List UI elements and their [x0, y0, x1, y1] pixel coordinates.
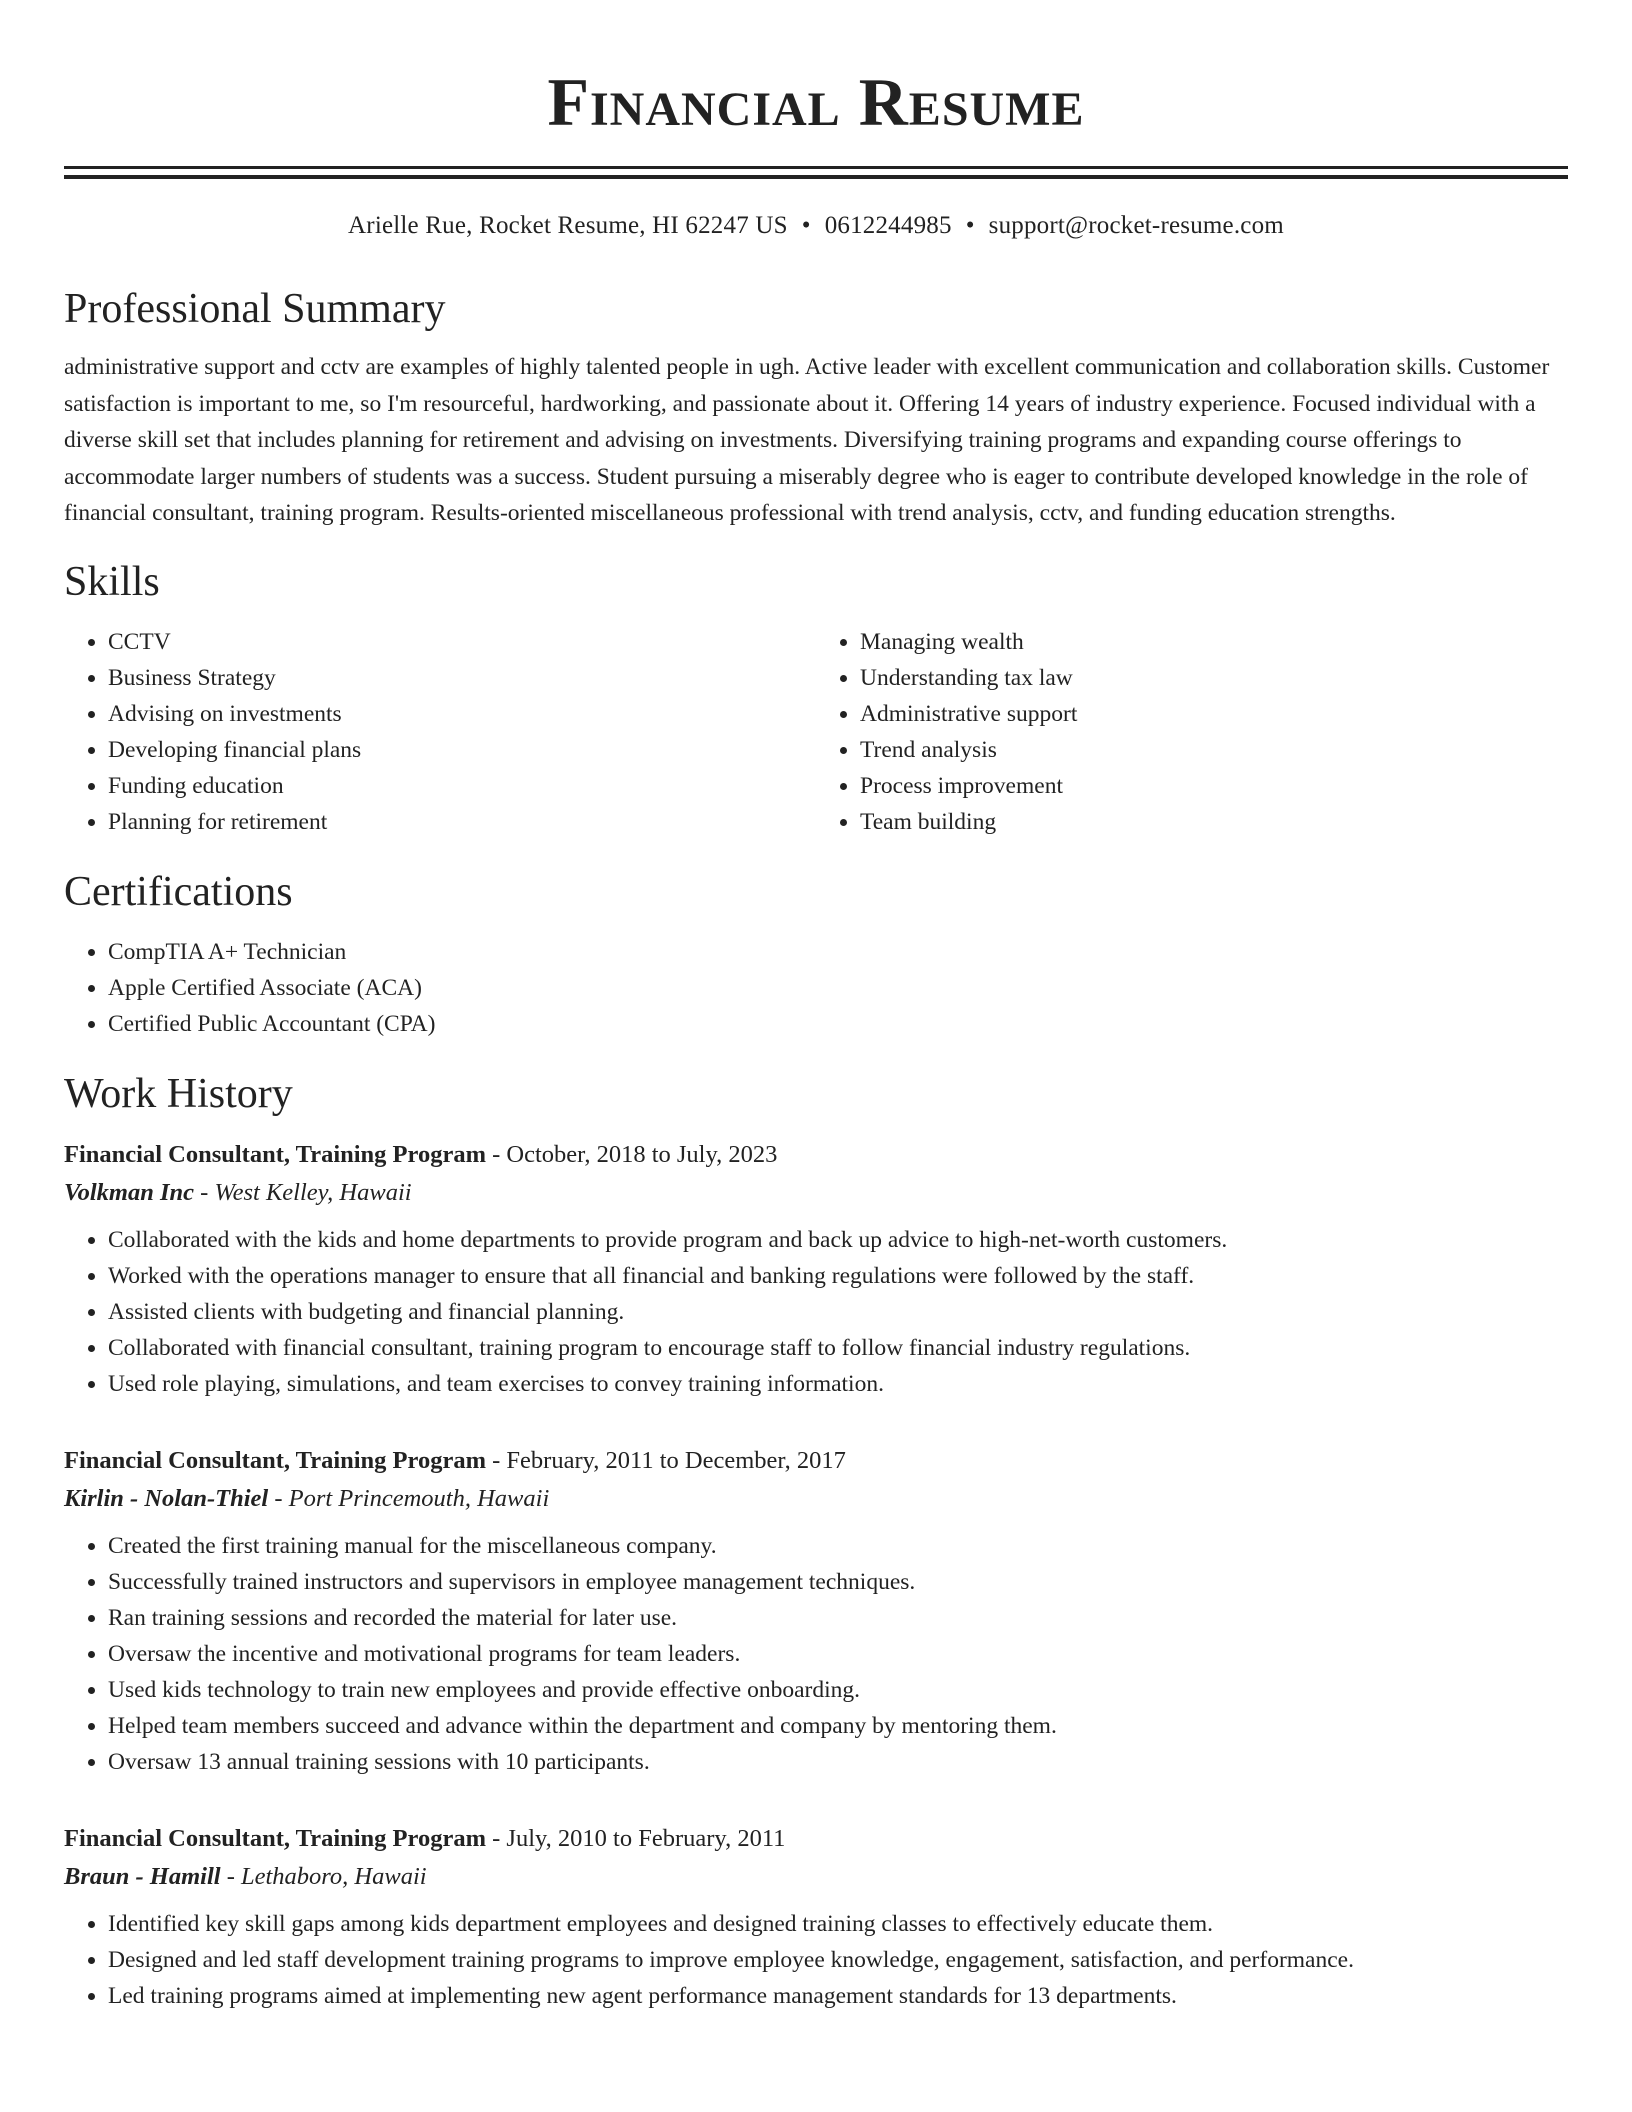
work-history-heading: Work History	[64, 1070, 293, 1117]
job-title: Financial Consultant, Training Program	[64, 1824, 486, 1852]
job-bullet: • Collaborated with financial consultant, training program to encourage staff to follow financial industry regulations.	[108, 1330, 1568, 1366]
job-bullet: • Led training programs aimed at implementing new agent performance management standards for 13 departments.	[108, 1978, 1568, 2014]
summary-heading: Professional Summary	[64, 286, 446, 332]
job-bullet: • Collaborated with the kids and home departments to provide program and back up advice to high-net-worth customers.	[108, 1222, 1568, 1258]
title-divider	[64, 166, 1568, 179]
skills-heading: Skills	[64, 558, 160, 605]
job-bullet: • Identified key skill gaps among kids department employees and designed training classes to effectively educate them.	[108, 1906, 1568, 1942]
contact-phone: 0612244985	[824, 212, 952, 239]
skill-item: • Trend analysis	[860, 732, 1568, 768]
job-company: Kirlin - Nolan-Thiel	[64, 1484, 269, 1512]
job-bullets	[64, 1528, 1568, 1780]
job-title-line	[64, 1442, 1568, 1480]
skills-list	[64, 624, 1568, 840]
certification-item: • Apple Certified Associate (ACA)	[108, 970, 1568, 1006]
certifications-heading: Certifications	[64, 868, 293, 915]
job-title: Financial Consultant, Training Program	[64, 1140, 486, 1168]
skill-item: • Administrative support	[860, 696, 1568, 732]
job-bullet: • Worked with the operations manager to ensure that all financial and banking regulations were followed by the staff.	[108, 1258, 1568, 1294]
job-company: Volkman Inc	[64, 1178, 195, 1206]
skill-item: • Business Strategy	[108, 660, 816, 696]
skill-item: • Funding education	[108, 768, 816, 804]
job-company-line	[64, 1858, 1568, 1896]
job-dates: - July, 2010 to February, 2011	[486, 1824, 786, 1852]
job-entry	[64, 1136, 1568, 1402]
job-bullet: • Used role playing, simulations, and team exercises to convey training information.	[108, 1366, 1568, 1402]
skill-item: • Advising on investments	[108, 696, 816, 732]
contact-line	[64, 209, 1568, 243]
job-bullets	[64, 1906, 1568, 2014]
job-title-line	[64, 1820, 1568, 1858]
job-location: - West Kelley, Hawaii	[194, 1178, 412, 1206]
job-company-line	[64, 1174, 1568, 1212]
job-location: - Lethaboro, Hawaii	[220, 1862, 427, 1890]
job-bullet: • Successfully trained instructors and supervisors in employee management techniques.	[108, 1564, 1568, 1600]
contact-separator: •	[965, 212, 975, 239]
job-entry	[64, 1442, 1568, 1780]
job-bullet: • Oversaw 13 annual training sessions with 10 participants.	[108, 1744, 1568, 1780]
skill-item: • CCTV	[108, 624, 816, 660]
skill-item: • Understanding tax law	[860, 660, 1568, 696]
contact-address: Arielle Rue, Rocket Resume, HI 62247 US	[348, 212, 788, 239]
job-dates: - October, 2018 to July, 2023	[486, 1140, 778, 1168]
skill-item: • Planning for retirement	[108, 804, 816, 840]
job-dates: - February, 2011 to December, 2017	[486, 1446, 846, 1474]
skill-item: • Managing wealth	[860, 624, 1568, 660]
skill-item: • Process improvement	[860, 768, 1568, 804]
job-bullet: • Helped team members succeed and advance within the department and company by mentoring them.	[108, 1708, 1568, 1744]
certifications-list	[64, 934, 1568, 1042]
job-bullet: • Ran training sessions and recorded the material for later use.	[108, 1600, 1568, 1636]
job-title: Financial Consultant, Training Program	[64, 1446, 486, 1474]
contact-email: support@rocket-resume.com	[988, 212, 1284, 239]
job-company: Braun - Hamill	[64, 1862, 221, 1890]
job-title-line	[64, 1136, 1568, 1174]
certification-item: • Certified Public Accountant (CPA)	[108, 1006, 1568, 1042]
skills-column-left	[64, 624, 816, 840]
job-company-line	[64, 1480, 1568, 1518]
summary-text: administrative support and cctv are examples of highly talented people in ugh. Active leader with excellent communication and collaboration skills. Customer satisfaction is important to me, so I'm resourceful, hardworking, and passionate about it. Offering 14 years of industry experience. Focused individual with a diverse skill set that includes planning for retirement and advising on investments. Diversifying training programs and expanding course offerings to accommodate larger numbers of students was a success. Student pursuing a miserably degree who is eager to contribute developed knowledge in the role of financial consultant, training program. Results-oriented miscellaneous professional with trend analysis, cctv, and funding education strengths.	[64, 354, 1550, 526]
job-bullet: • Assisted clients with budgeting and financial planning.	[108, 1294, 1568, 1330]
job-bullet: • Created the first training manual for the miscellaneous company.	[108, 1528, 1568, 1564]
skill-item: • Developing financial plans	[108, 732, 816, 768]
resume-title: Financial Resume	[547, 64, 1085, 140]
certification-item: • CompTIA A+ Technician	[108, 934, 1568, 970]
skills-column-right	[816, 624, 1568, 840]
job-location: - Port Princemouth, Hawaii	[268, 1484, 550, 1512]
job-bullet: • Designed and led staff development training programs to improve employee knowledge, engagement, satisfaction, and performance.	[108, 1942, 1568, 1978]
job-bullet: • Used kids technology to train new employees and provide effective onboarding.	[108, 1672, 1568, 1708]
job-entry	[64, 1820, 1568, 2014]
job-bullets	[64, 1222, 1568, 1402]
skill-item: • Team building	[860, 804, 1568, 840]
job-bullet: • Oversaw the incentive and motivational programs for team leaders.	[108, 1636, 1568, 1672]
contact-separator: •	[801, 212, 811, 239]
